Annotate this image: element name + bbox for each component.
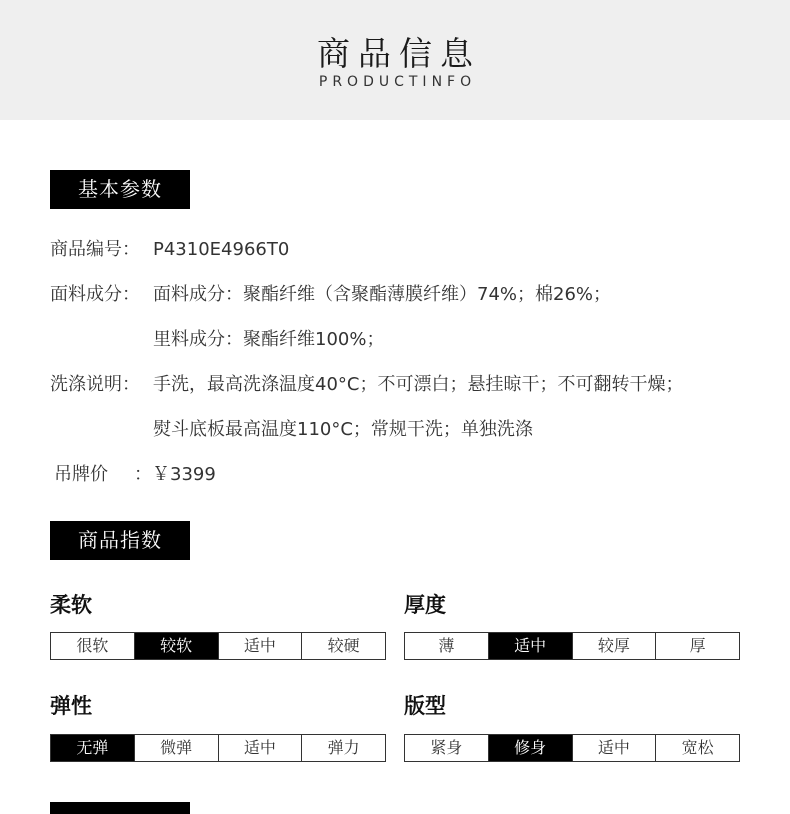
param-value-material-1: 面料成分：聚酯纤维（含聚酯薄膜纤维）74%；棉26%； (153, 284, 612, 305)
index-title-elasticity: 弹性 (50, 694, 92, 718)
param-label-price: 吊牌价 (54, 464, 108, 485)
param-row-wash (50, 373, 683, 397)
scale-option-selected: 较软 (134, 633, 218, 659)
scale-option: 适中 (218, 633, 302, 659)
header-banner (0, 0, 790, 120)
param-value-wash-1: 手洗，最高洗涤温度40°C；不可漂白；悬挂晾干；不可翻转干燥； (153, 374, 684, 395)
scale-option-selected: 适中 (488, 633, 572, 659)
section-tag-basic: 基本参数 (50, 170, 190, 209)
scale-option: 薄 (405, 633, 488, 659)
index-scale-thickness (404, 632, 740, 660)
param-value-code: P4310E4966T0 (153, 239, 290, 260)
param-value-price: ￥3399 (152, 464, 216, 485)
scale-option: 紧身 (405, 735, 488, 761)
section-tag-next (50, 802, 190, 814)
scale-option: 适中 (218, 735, 302, 761)
index-scale-fit (404, 734, 740, 762)
param-label-code: 商品编号： (50, 239, 140, 260)
page-title: 商品信息 (317, 34, 481, 73)
param-label-material: 面料成分： (50, 284, 140, 305)
param-colon-price: ： (134, 464, 152, 485)
param-label-wash: 洗涤说明： (50, 374, 140, 395)
section-tag-index: 商品指数 (50, 521, 190, 560)
scale-option: 厚 (655, 633, 739, 659)
param-value-material-2: 里料成分：聚酯纤维100%； (153, 329, 385, 350)
index-scale-elasticity (50, 734, 386, 762)
param-row-price (54, 463, 216, 487)
param-value-wash-2: 熨斗底板最高温度110°C；常规干洗；单独洗涤 (153, 419, 533, 440)
scale-option: 微弹 (134, 735, 218, 761)
param-row-material (50, 283, 611, 307)
index-title-fit: 版型 (404, 694, 446, 718)
page-subtitle: PRODUCTINFO (318, 74, 477, 90)
param-row-code (50, 238, 289, 262)
scale-option: 较厚 (572, 633, 656, 659)
scale-option: 很软 (51, 633, 134, 659)
index-title-thickness: 厚度 (404, 593, 446, 617)
scale-option: 较硬 (301, 633, 385, 659)
scale-option-selected: 无弹 (51, 735, 134, 761)
scale-option: 适中 (572, 735, 656, 761)
index-title-softness: 柔软 (50, 593, 92, 617)
scale-option: 宽松 (655, 735, 739, 761)
scale-option-selected: 修身 (488, 735, 572, 761)
scale-option: 弹力 (301, 735, 385, 761)
index-scale-softness (50, 632, 386, 660)
